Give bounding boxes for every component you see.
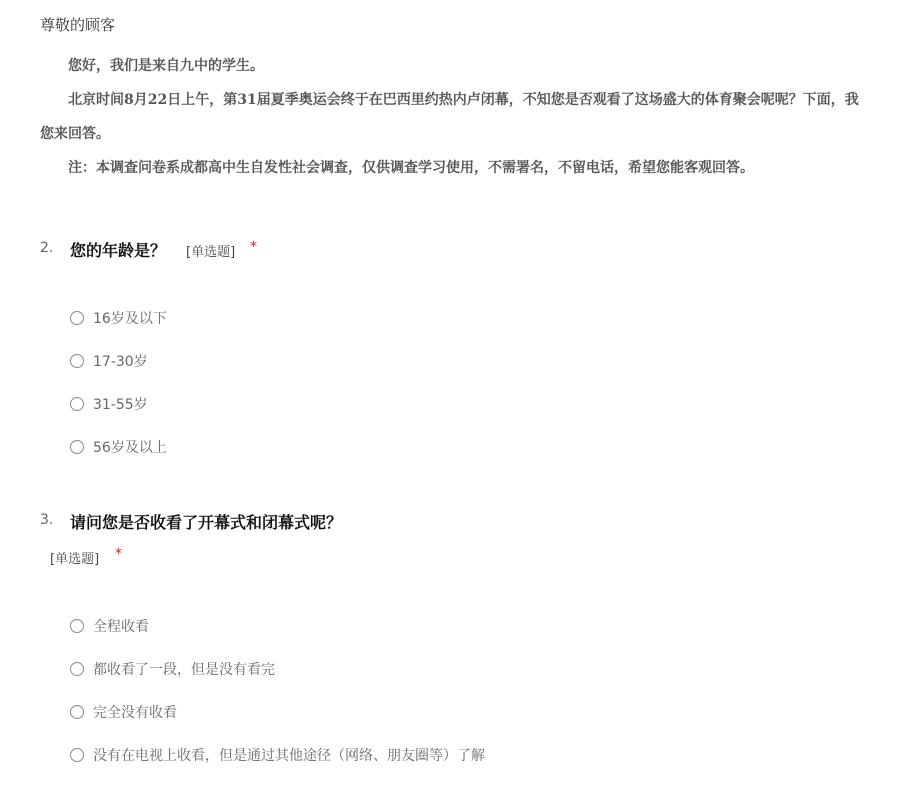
question-title: 您的年龄是？ xyxy=(70,241,167,260)
radio-button[interactable] xyxy=(70,705,84,719)
option-age-31-55[interactable] xyxy=(70,394,148,414)
intro-body-line1: 北京时间8月22日上午，第31届夏季奥运会终于在巴西里约热内卢闭幕，不知您是否观看了这场盛大的体育聚会呢呢？下面，我 xyxy=(68,92,859,108)
question-type-badge: [单选题] xyxy=(186,245,236,260)
option-label: 16岁及以下 xyxy=(93,311,167,327)
option-watched-partial[interactable] xyxy=(70,659,275,679)
option-age-17-30[interactable] xyxy=(70,351,148,371)
required-marker: * xyxy=(250,239,257,255)
survey-intro xyxy=(40,14,900,176)
option-other-channels[interactable] xyxy=(70,745,485,765)
intro-body-line2: 您来回答。 xyxy=(40,126,110,142)
option-label: 17-30岁 xyxy=(93,354,148,370)
option-label: 56岁及以上 xyxy=(93,440,167,456)
option-label: 没有在电视上收看，但是通过其他途径（网络、朋友圈等）了解 xyxy=(93,748,485,764)
radio-button[interactable] xyxy=(70,354,84,368)
option-label: 完全没有收看 xyxy=(93,705,177,721)
option-label: 全程收看 xyxy=(93,619,149,635)
radio-button[interactable] xyxy=(70,748,84,762)
question-number: 2. xyxy=(40,240,54,256)
option-watched-full[interactable] xyxy=(70,616,149,636)
intro-hello: 您好，我们是来自九中的学生。 xyxy=(68,58,264,74)
required-marker: * xyxy=(115,546,122,562)
option-label: 都收看了一段，但是没有看完 xyxy=(93,662,275,678)
radio-button[interactable] xyxy=(70,397,84,411)
question-title: 请问您是否收看了开幕式和闭幕式呢？ xyxy=(70,513,343,532)
radio-button[interactable] xyxy=(70,662,84,676)
option-age-56-over[interactable] xyxy=(70,437,167,457)
intro-note: 注：本调查问卷系成都高中生自发性社会调查，仅供调查学习使用，不需署名，不留电话，希望您能客观回答。 xyxy=(68,160,754,176)
radio-button[interactable] xyxy=(70,619,84,633)
option-age-16-under[interactable] xyxy=(70,308,167,328)
option-not-watched[interactable] xyxy=(70,702,177,722)
question-number: 3. xyxy=(40,512,54,528)
greeting-title: 尊敬的顾客 xyxy=(40,16,116,34)
question-type-badge: [单选题] xyxy=(50,552,100,567)
option-label: 31-55岁 xyxy=(93,397,148,413)
radio-button[interactable] xyxy=(70,440,84,454)
radio-button[interactable] xyxy=(70,311,84,325)
